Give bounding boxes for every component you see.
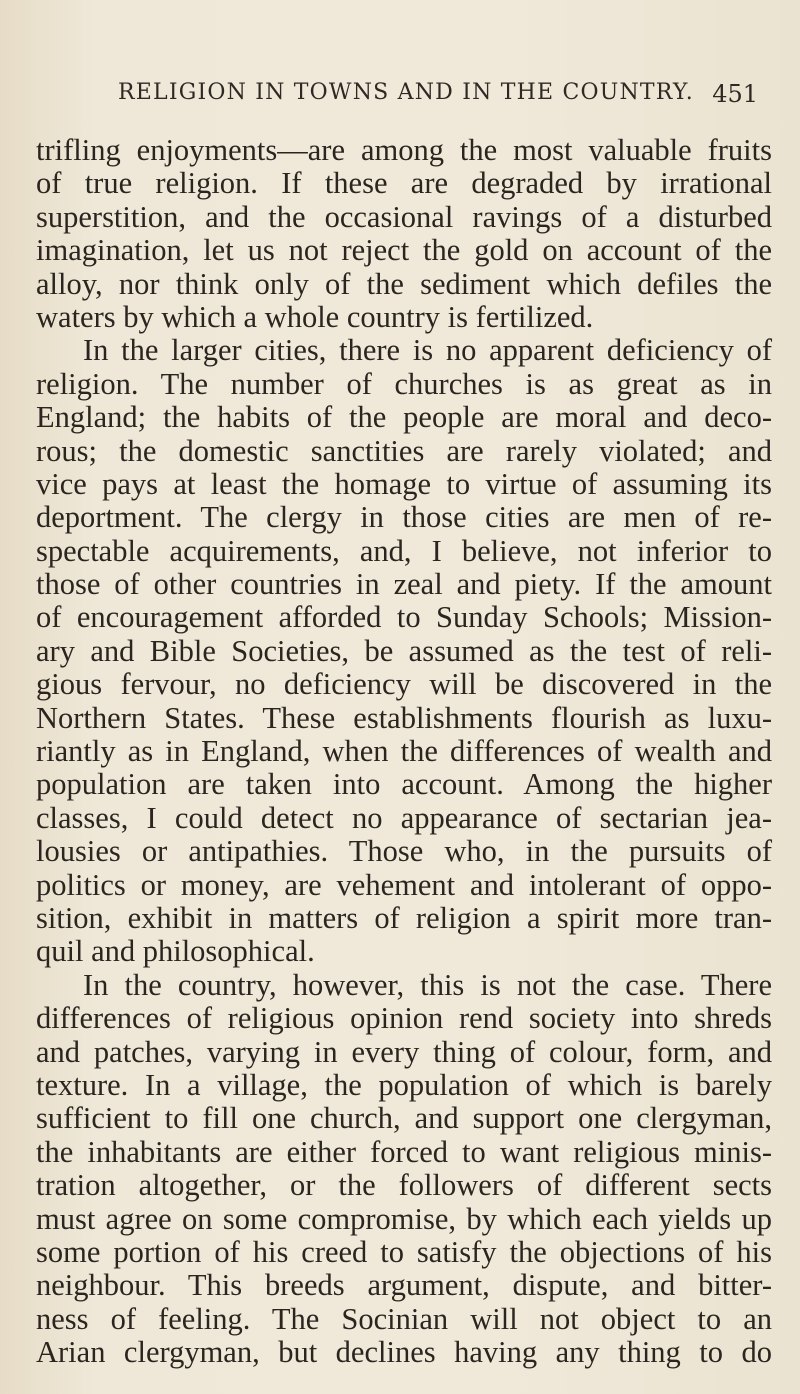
text-line: Arian clergyman, but declines having any thing to do <box>36 1335 772 1370</box>
text-line: In the country, however, this is not the case. There <box>83 967 772 1002</box>
text-line: sufficient to fill one church, and support one clergyman, <box>36 1101 772 1136</box>
running-title: RELIGION IN TOWNS AND IN THE COUNTRY. <box>118 80 694 105</box>
text-line: the inhabitants are either forced to want religious minis- <box>36 1134 772 1169</box>
text-line: politics or money, are vehement and intolerant of oppo- <box>36 867 772 902</box>
text-line: ness of feeling. The Socinian will not object to an <box>36 1301 772 1336</box>
text-line: waters by which a whole country is fertilized. <box>36 299 594 334</box>
text-line: quil and philosophical. <box>36 934 315 969</box>
text-line: lousies or antipathies. Those who, in the pursuits of <box>36 834 772 869</box>
text-line: alloy, nor think only of the sediment which defiles the <box>36 266 772 301</box>
text-line: England; the habits of the people are moral and deco- <box>36 400 772 435</box>
text-line: texture. In a village, the population of which is barely <box>36 1067 772 1102</box>
text-line: ary and Bible Societies, be assumed as the test of reli- <box>36 633 772 668</box>
text-line: rous; the domestic sanctities are rarely violated; and <box>36 433 772 468</box>
text-line: vice pays at least the homage to virtue of assuming its <box>36 466 772 501</box>
text-line: some portion of his creed to satisfy the objections of his <box>36 1234 772 1269</box>
text-line: imagination, let us not reject the gold on account of the <box>36 233 772 268</box>
text-line: spectable acquirements, and, I believe, not inferior to <box>36 533 772 568</box>
text-line: those of other countries in zeal and piety. If the amount <box>36 567 772 602</box>
text-line: superstition, and the occasional ravings of a disturbed <box>36 199 772 234</box>
text-line: Northern States. These establishments flourish as luxu- <box>36 700 772 735</box>
text-line: of encouragement afforded to Sunday Schools; Mission- <box>36 600 772 635</box>
text-line: In the larger cities, there is no apparent deficiency of <box>83 333 772 368</box>
page-number: 451 <box>712 80 758 108</box>
text-line: deportment. The clergy in those cities are men of re- <box>36 500 772 535</box>
text-line: must agree on some compromise, by which each yields up <box>36 1201 772 1236</box>
text-line: sition, exhibit in matters of religion a spirit more tran- <box>36 900 772 935</box>
text-line: and patches, varying in every thing of colour, form, and <box>36 1034 772 1069</box>
body-text <box>36 134 772 1369</box>
running-head <box>118 80 758 116</box>
text-line: population are taken into account. Among the higher <box>36 767 772 802</box>
text-line: trifling enjoyments—are among the most valuable fruits <box>36 133 772 167</box>
text-line: of true religion. If these are degraded by irrational <box>36 166 772 201</box>
text-line: tration altogether, or the followers of different sects <box>36 1168 772 1203</box>
text-line: classes, I could detect no appearance of sectarian jea- <box>36 800 772 835</box>
text-line: riantly as in England, when the differences of wealth and <box>36 734 772 769</box>
text-line: differences of religious opinion rend society into shreds <box>36 1001 772 1036</box>
text-line: religion. The number of churches is as great as in <box>36 366 772 401</box>
text-line: gious fervour, no deficiency will be discovered in the <box>36 667 772 702</box>
text-line: neighbour. This breeds argument, dispute, and bitter- <box>36 1268 772 1303</box>
